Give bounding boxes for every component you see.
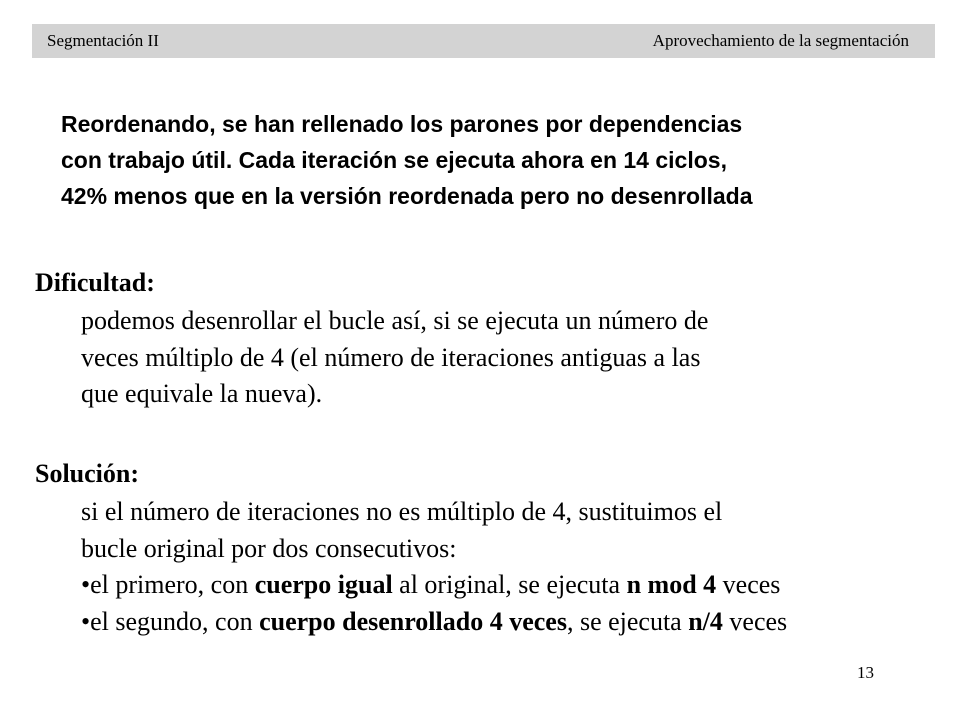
slide-header-bar	[32, 24, 935, 58]
header-topic-title: Aprovechamiento de la segmentación	[652, 31, 909, 50]
intro-line: 42% menos que en la versión reordenada pero no desenrollada	[61, 183, 753, 209]
intro-line: con trabajo útil. Cada iteración se ejecuta ahora en 14 ciclos,	[61, 147, 727, 173]
solucion-body	[81, 494, 956, 640]
solucion-line: si el número de iteraciones no es múltiplo de 4, sustituimos el	[81, 497, 723, 526]
bullet-text: veces	[722, 606, 788, 636]
intro-line: Reordenando, se han rellenado los parones por dependencias	[61, 111, 743, 137]
bullet-emphasis: cuerpo desenrollado 4 veces	[259, 606, 567, 636]
intro-paragraph	[61, 106, 941, 214]
dificultad-body	[81, 303, 956, 413]
bullet-emphasis: n mod 4	[626, 570, 717, 599]
bullet-second-loop	[81, 604, 956, 641]
page-number: 13	[857, 663, 874, 682]
bullet-text: •el segundo, con	[81, 606, 260, 636]
dificultad-heading: Dificultad:	[35, 268, 155, 297]
bullet-first-loop	[81, 567, 956, 604]
bullet-text: •el primero, con	[81, 570, 255, 599]
bullet-text: veces	[716, 570, 781, 599]
dificultad-line: podemos desenrollar el bucle así, si se ejecuta un número de	[81, 306, 709, 335]
bullet-text: , se ejecuta	[566, 606, 689, 636]
bullet-emphasis: n/4	[688, 606, 723, 636]
bullet-text: al original, se ejecuta	[392, 570, 627, 599]
bullet-emphasis: cuerpo igual	[254, 570, 393, 599]
solucion-heading: Solución:	[35, 459, 140, 488]
solucion-line: bucle original por dos consecutivos:	[81, 533, 457, 563]
dificultad-line: que equivale la nueva).	[81, 379, 323, 408]
header-section-title: Segmentación II	[47, 31, 159, 50]
dificultad-line: veces múltiplo de 4 (el número de iteraciones antiguas a las	[81, 342, 701, 372]
